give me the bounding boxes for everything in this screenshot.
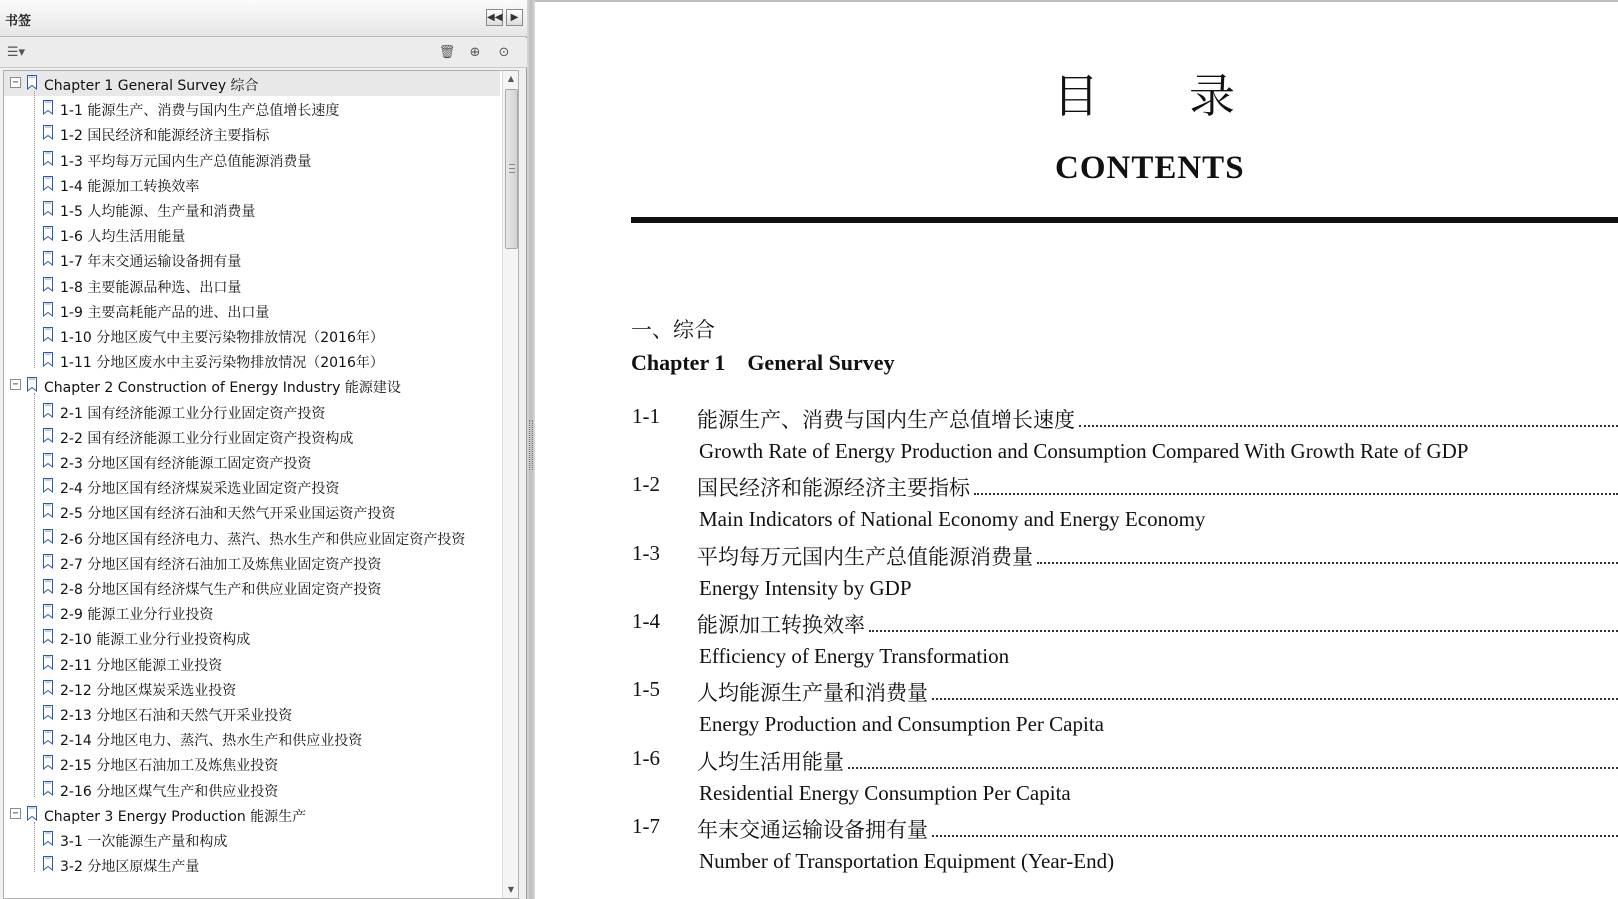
toc-entry-number: 1-1: [632, 404, 660, 428]
scroll-down-arrow-icon[interactable]: ▼: [507, 885, 515, 894]
bookmark-label: 2-15 分地区石油加工及炼焦业投资: [60, 758, 279, 775]
toc-leader-dots: [932, 686, 1618, 700]
collapse-toggle-icon[interactable]: −: [10, 379, 21, 390]
bookmark-label: 1-4 能源加工转换效率: [60, 178, 200, 195]
bookmark-item[interactable]: [4, 147, 500, 172]
bookmark-item[interactable]: [4, 121, 500, 146]
bookmark-label: 1-11 分地区废水中主妥污染物排放情况（2016年）: [60, 355, 384, 372]
collapse-toggle-icon[interactable]: −: [10, 77, 21, 88]
bookmark-label: 2-6 分地区国有经济电力、蒸汽、热水生产和供应业固定资产投资: [60, 531, 466, 548]
bookmark-icon: [42, 453, 54, 468]
toc-leader-dots: [869, 618, 1618, 632]
bookmark-item[interactable]: [4, 550, 500, 575]
collapse-panel-button[interactable]: ◀◀: [486, 9, 503, 26]
bookmark-icon: [42, 730, 54, 745]
bookmark-icon: [42, 705, 54, 720]
bookmark-item[interactable]: [4, 600, 500, 625]
bookmark-label: Chapter 3 Energy Production 能源生产: [44, 808, 307, 825]
toc-leader-dots: [848, 755, 1618, 769]
bookmark-label: 2-11 分地区能源工业投资: [60, 657, 223, 674]
toc-entry-title-cn-text: 能源加工转换效率: [697, 612, 865, 637]
bookmark-icon: [42, 352, 54, 367]
bookmark-item[interactable]: [4, 348, 500, 373]
toc-entry-title-cn-text: 平均每万元国内生产总值能源消费量: [697, 544, 1033, 569]
bookmark-icon: [42, 755, 54, 770]
tree-guide-line: [34, 393, 35, 796]
bookmark-label: 2-4 分地区国有经济煤炭采选业固定资产投资: [60, 481, 340, 498]
bookmark-icon: [42, 176, 54, 191]
bookmark-item[interactable]: [4, 651, 500, 676]
panel-header: [0, 0, 527, 37]
bookmark-tree[interactable]: [3, 70, 519, 899]
bookmark-label: 1-5 人均能源、生产量和消费量: [60, 204, 256, 220]
toc-leader-dots: [974, 481, 1618, 495]
title-rule: [631, 217, 1618, 223]
bookmark-item[interactable]: [4, 424, 500, 449]
bookmark-icon: [42, 781, 54, 796]
bookmarks-toolbar: [0, 38, 527, 68]
bookmark-label: 2-7 分地区国有经济石油加工及炼焦业固定资产投资: [60, 556, 382, 573]
bookmark-icon: [42, 201, 54, 216]
bookmark-item[interactable]: [4, 172, 500, 197]
bookmark-item[interactable]: [4, 525, 500, 550]
bookmark-label: 2-3 分地区国有经济能源工固定资产投资: [60, 456, 312, 472]
bookmark-item[interactable]: [4, 499, 500, 524]
toc-entry-title-cn: [697, 746, 1618, 776]
toc-entry-number: 1-7: [632, 813, 660, 838]
bookmark-icon: [42, 680, 54, 695]
toc-entry-title-en: Efficiency of Energy Transformation: [699, 643, 1010, 668]
bookmark-icon: [42, 403, 54, 418]
bookmark-label: 1-1 能源生产、消费与国内生产总值增长速度: [60, 103, 340, 120]
bookmark-item[interactable]: [4, 751, 500, 776]
bookmark-item[interactable]: [4, 323, 500, 348]
bookmark-icon: [42, 579, 54, 594]
bookmark-label: 2-10 能源工业分行业投资构成: [60, 632, 251, 649]
panel-splitter[interactable]: [527, 0, 535, 899]
bookmark-item[interactable]: [4, 197, 500, 222]
bookmark-label: 1-7 年末交通运输设备拥有量: [60, 254, 242, 271]
toc-entry-number: 1-2: [632, 472, 660, 497]
bookmark-item[interactable]: [4, 676, 500, 701]
bookmark-item[interactable]: [4, 298, 500, 323]
toc-entry-title-en: Residential Energy Consumption Per Capita: [699, 780, 1071, 805]
toc-entry-title-cn: [697, 404, 1618, 434]
bookmark-item[interactable]: [4, 247, 500, 272]
bookmark-icon: [42, 327, 54, 342]
splitter-grip-icon: [529, 420, 533, 470]
bookmark-label: 3-2 分地区原煤生产量: [60, 859, 200, 876]
toc-entry-title-en: Energy Intensity by GDP: [699, 575, 912, 600]
bookmark-label: Chapter 1 General Survey 综合: [44, 78, 259, 94]
bookmark-item[interactable]: [4, 625, 500, 650]
bookmark-item[interactable]: [4, 96, 500, 121]
bookmark-icon: [42, 277, 54, 292]
bookmark-label: 2-14 分地区电力、蒸汽、热水生产和供应业投资: [60, 733, 363, 750]
bookmark-item[interactable]: [4, 701, 500, 726]
bookmarks-panel: [0, 0, 527, 899]
scroll-thumb[interactable]: [505, 89, 518, 249]
bookmark-label: 2-1 国有经济能源工业分行业固定资产投资: [60, 405, 326, 422]
bookmark-icon: [42, 629, 54, 644]
bookmark-icon: [42, 503, 54, 518]
bookmark-label: 2-16 分地区煤气生产和供应业投资: [60, 783, 279, 800]
bookmark-label: 1-9 主要高耗能产品的进、出口量: [60, 304, 270, 321]
toc-entry-title-cn-text: 能源生产、消费与国内生产总值增长速度: [697, 408, 1075, 432]
toc-entry-title-cn-text: 国民经济和能源经济主要指标: [697, 476, 970, 501]
collapse-toggle-icon[interactable]: −: [10, 808, 21, 819]
bookmark-label: 1-2 国民经济和能源经济主要指标: [60, 128, 270, 145]
bookmark-label: 1-10 分地区废气中主要污染物排放情况（2016年）: [60, 330, 384, 346]
bookmark-icon: [42, 251, 54, 266]
bookmark-chapter-item[interactable]: [4, 802, 500, 827]
bookmark-icon: [42, 655, 54, 670]
bookmark-icon: [42, 856, 54, 871]
bookmark-icon: [26, 377, 38, 392]
bookmark-item[interactable]: [4, 575, 500, 600]
toc-entry-number: 1-5: [632, 677, 660, 702]
bookmark-icon: [42, 529, 54, 544]
toc-entry-number: 1-3: [632, 540, 660, 565]
toc-entry-title-cn: [697, 472, 1618, 502]
bookmark-icon: [42, 604, 54, 619]
toc-leader-dots: [1037, 550, 1618, 564]
toc-entry-title-cn: [697, 541, 1618, 571]
toc-entry-title-en: Growth Rate of Energy Production and Consumption Compared With Growth Rate of GDP: [699, 439, 1469, 463]
toc-entry-title-cn-text: 年末交通运输设备拥有量: [697, 817, 928, 842]
scroll-up-arrow-icon[interactable]: ▲: [507, 74, 515, 83]
bookmark-label: 1-6 人均生活用能量: [60, 229, 186, 246]
bookmark-label: 2-13 分地区石油和天然气开采业投资: [60, 708, 293, 724]
bookmark-icon: [26, 75, 38, 90]
bookmark-icon: [42, 151, 54, 166]
bookmark-label: 2-12 分地区煤炭采选业投资: [60, 682, 237, 699]
tree-scrollbar[interactable]: [502, 71, 519, 898]
bookmark-icon: [42, 831, 54, 846]
toc-entry-number: 1-6: [632, 745, 660, 770]
section-heading-cn: 一、综合: [631, 318, 715, 342]
bookmark-item[interactable]: [4, 399, 500, 424]
bookmark-item[interactable]: [4, 449, 500, 474]
contents-title-cn: 目录: [1053, 69, 1325, 123]
bookmark-item[interactable]: [4, 777, 500, 802]
toc-entry-title-cn: [697, 677, 1618, 707]
grip-icon: [509, 164, 515, 173]
bookmark-icon: [42, 226, 54, 241]
bookmark-icon: [42, 302, 54, 317]
tree-guide-line: [34, 822, 35, 872]
page-top-edge: [535, 0, 1618, 2]
toc-entry-title-en: Main Indicators of National Economy and Energy Economy: [699, 507, 1206, 532]
bookmark-item[interactable]: [4, 222, 500, 247]
bookmark-icon: [42, 100, 54, 115]
bookmark-item[interactable]: [4, 852, 500, 877]
bookmark-item[interactable]: [4, 273, 500, 298]
panel-title: 书签: [5, 14, 32, 29]
toc-entry-title-cn: [697, 609, 1618, 639]
delete-bookmark-icon[interactable]: 🗑: [438, 45, 456, 60]
bookmark-label: 1-8 主要能源品种选、出口量: [60, 279, 242, 296]
bookmark-icon: [42, 554, 54, 569]
toc-entry-number: 1-4: [632, 608, 660, 633]
bookmark-chapter-item[interactable]: [4, 373, 500, 398]
toc-leader-dots: [1079, 413, 1618, 427]
tree-guide-line: [34, 91, 35, 368]
bookmark-label: 1-3 平均每万元国内生产总值能源消费量: [60, 153, 312, 170]
toc-entry-title-en: Number of Transportation Equipment (Year-End): [699, 848, 1115, 873]
bookmark-item[interactable]: [4, 827, 500, 852]
bookmark-item[interactable]: [4, 726, 500, 751]
find-bookmark-icon[interactable]: ⊙: [498, 45, 510, 60]
bookmark-label: 2-9 能源工业分行业投资: [60, 607, 214, 624]
bookmark-icon: [42, 478, 54, 493]
toc-entry-title-cn-text: 人均生活用能量: [697, 749, 844, 774]
toc-entry-title-cn-text: 人均能源生产量和消费量: [697, 681, 928, 706]
bookmark-label: 2-2 国有经济能源工业分行业固定资产投资构成: [60, 430, 354, 447]
options-menu-icon[interactable]: ☰▾: [6, 45, 26, 60]
bookmark-icon: [42, 125, 54, 140]
document-page: [535, 0, 1618, 899]
toc-leader-dots: [932, 823, 1618, 837]
bookmark-label: 2-8 分地区国有经济煤气生产和供应业固定资产投资: [60, 582, 382, 598]
bookmark-label: 3-1 一次能源生产量和构成: [60, 834, 228, 850]
bookmark-item[interactable]: [4, 474, 500, 499]
bookmark-icon: [26, 806, 38, 821]
contents-title-en: CONTENTS: [1055, 150, 1245, 186]
toc-entry-title-cn: [697, 814, 1618, 844]
bookmark-label: 2-5 分地区国有经济石油和天然气开采业国运资产投资: [60, 506, 396, 523]
toc-entry-title-en: Energy Production and Consumption Per Capita: [699, 712, 1104, 737]
bookmark-icon: [42, 428, 54, 443]
panel-next-button[interactable]: ▶: [506, 9, 523, 26]
section-heading-en: Chapter 1 General Survey: [631, 350, 895, 375]
new-bookmark-icon[interactable]: ⊕: [469, 45, 481, 60]
bookmark-label: Chapter 2 Construction of Energy Industry 能源建设: [44, 380, 401, 397]
bookmark-chapter-item[interactable]: [4, 71, 500, 96]
